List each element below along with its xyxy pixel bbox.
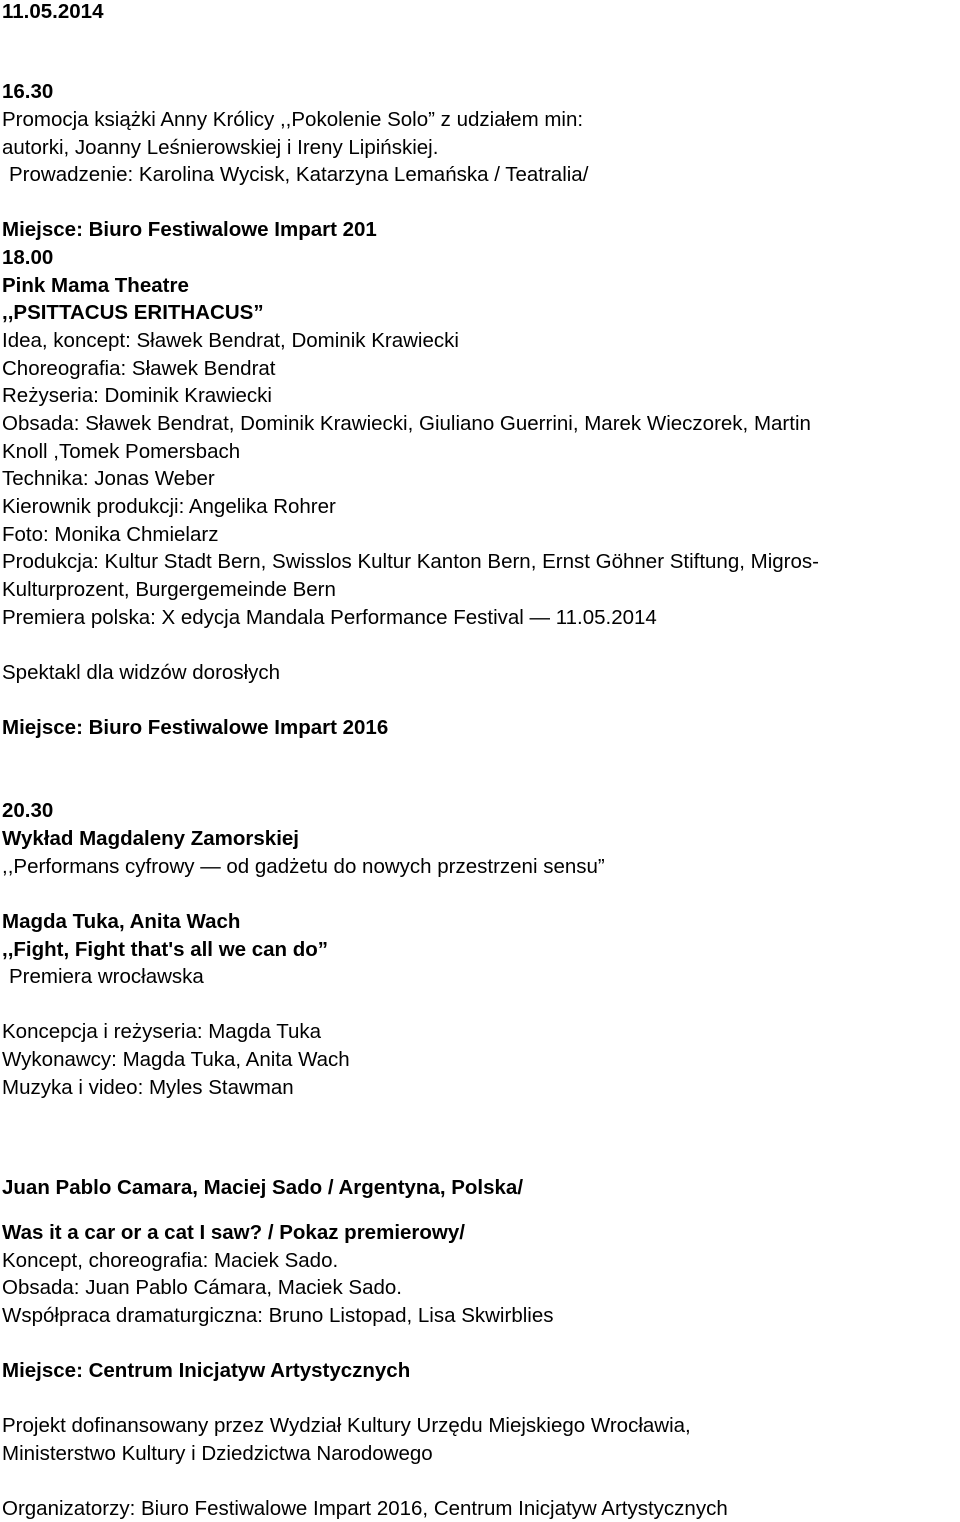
event4-credit-concept: Koncept, choreografia: Maciek Sado. — [2, 1249, 339, 1272]
event2-credit-photo: Foto: Monika Chmielarz — [2, 523, 219, 546]
event3-credit-direction: Koncepcja i reżyseria: Magda Tuka — [2, 1020, 322, 1043]
event2-credit-tech: Technika: Jonas Weber — [2, 467, 215, 490]
event3-title: ,,Fight, Fight that's all we can do” — [2, 938, 329, 961]
event2-time: 18.00 — [2, 246, 54, 269]
event2-venue: Miejsce: Biuro Festiwalowe Impart 2016 — [2, 716, 389, 739]
event2-credit-production-cont: Kulturprozent, Burgergemeinde Bern — [2, 578, 336, 601]
event1-description-line1: Promocja książki Anny Królicy ,,Pokolenie Solo” z udziałem min: — [2, 108, 584, 131]
event4-venue: Miejsce: Centrum Inicjatyw Artystycznych — [2, 1359, 411, 1382]
event1-description-line2: autorki, Joanny Leśnierowskiej i Ireny Lipińskiej. — [2, 136, 439, 159]
funding-line1: Projekt dofinansowany przez Wydział Kultury Urzędu Miejskiego Wrocławia, — [2, 1414, 691, 1437]
event2-credit-production-manager: Kierownik produkcji: Angelika Rohrer — [2, 495, 336, 518]
event2-credit-idea: Idea, koncept: Sławek Bendrat, Dominik Krawiecki — [2, 329, 459, 352]
event3-credit-performers: Wykonawcy: Magda Tuka, Anita Wach — [2, 1048, 350, 1071]
event2-credit-choreography: Choreografia: Sławek Bendrat — [2, 357, 276, 380]
funding-line2: Ministerstwo Kultury i Dziedzictwa Narodowego — [2, 1442, 433, 1465]
organizers: Organizatorzy: Biuro Festiwalowe Impart 2016, Centrum Inicjatyw Artystycznych — [2, 1497, 728, 1520]
event1-time: 16.30 — [2, 80, 54, 103]
event2-company: Pink Mama Theatre — [2, 274, 189, 297]
event3-credit-music: Muzyka i video: Myles Stawman — [2, 1076, 294, 1099]
event3-time: 20.30 — [2, 799, 54, 822]
event4-title: Was it a car or a cat I saw? / Pokaz premierowy/ — [2, 1221, 465, 1244]
event4-credit-dramaturgy: Współpraca dramaturgiczna: Bruno Listopad, Lisa Skwirblies — [2, 1304, 554, 1327]
event2-credit-cast: Obsada: Sławek Bendrat, Dominik Krawiecki, Giuliano Guerrini, Marek Wieczorek, Martin — [2, 412, 811, 435]
event2-credit-production: Produkcja: Kultur Stadt Bern, Swisslos Kultur Kanton Bern, Ernst Göhner Stiftung, Migros- — [2, 550, 819, 573]
event3-artists: Magda Tuka, Anita Wach — [2, 910, 241, 933]
event2-premiere: Premiera polska: X edycja Mandala Performance Festival — 11.05.2014 — [2, 606, 657, 629]
event2-audience: Spektakl dla widzów dorosłych — [2, 661, 281, 684]
event2-credit-cast-cont: Knoll ,Tomek Pomersbach — [2, 440, 241, 463]
event1-venue: Miejsce: Biuro Festiwalowe Impart 201 — [2, 218, 377, 241]
event1-host: Prowadzenie: Karolina Wycisk, Katarzyna Lemańska / Teatralia/ — [9, 163, 589, 186]
event3-lecture-title: ,,Performans cyfrowy — od gadżetu do nowych przestrzeni sensu” — [2, 855, 605, 878]
event4-artists: Juan Pablo Camara, Maciej Sado / Argentyna, Polska/ — [2, 1176, 524, 1199]
event4-credit-cast: Obsada: Juan Pablo Cámara, Maciek Sado. — [2, 1276, 402, 1299]
event3-premiere: Premiera wrocławska — [9, 965, 204, 988]
page-date: 11.05.2014 — [2, 0, 104, 23]
event2-title: ,,PSITTACUS ERITHACUS” — [2, 301, 264, 324]
event3-speaker: Wykład Magdaleny Zamorskiej — [2, 827, 299, 850]
event2-credit-direction: Reżyseria: Dominik Krawiecki — [2, 384, 272, 407]
